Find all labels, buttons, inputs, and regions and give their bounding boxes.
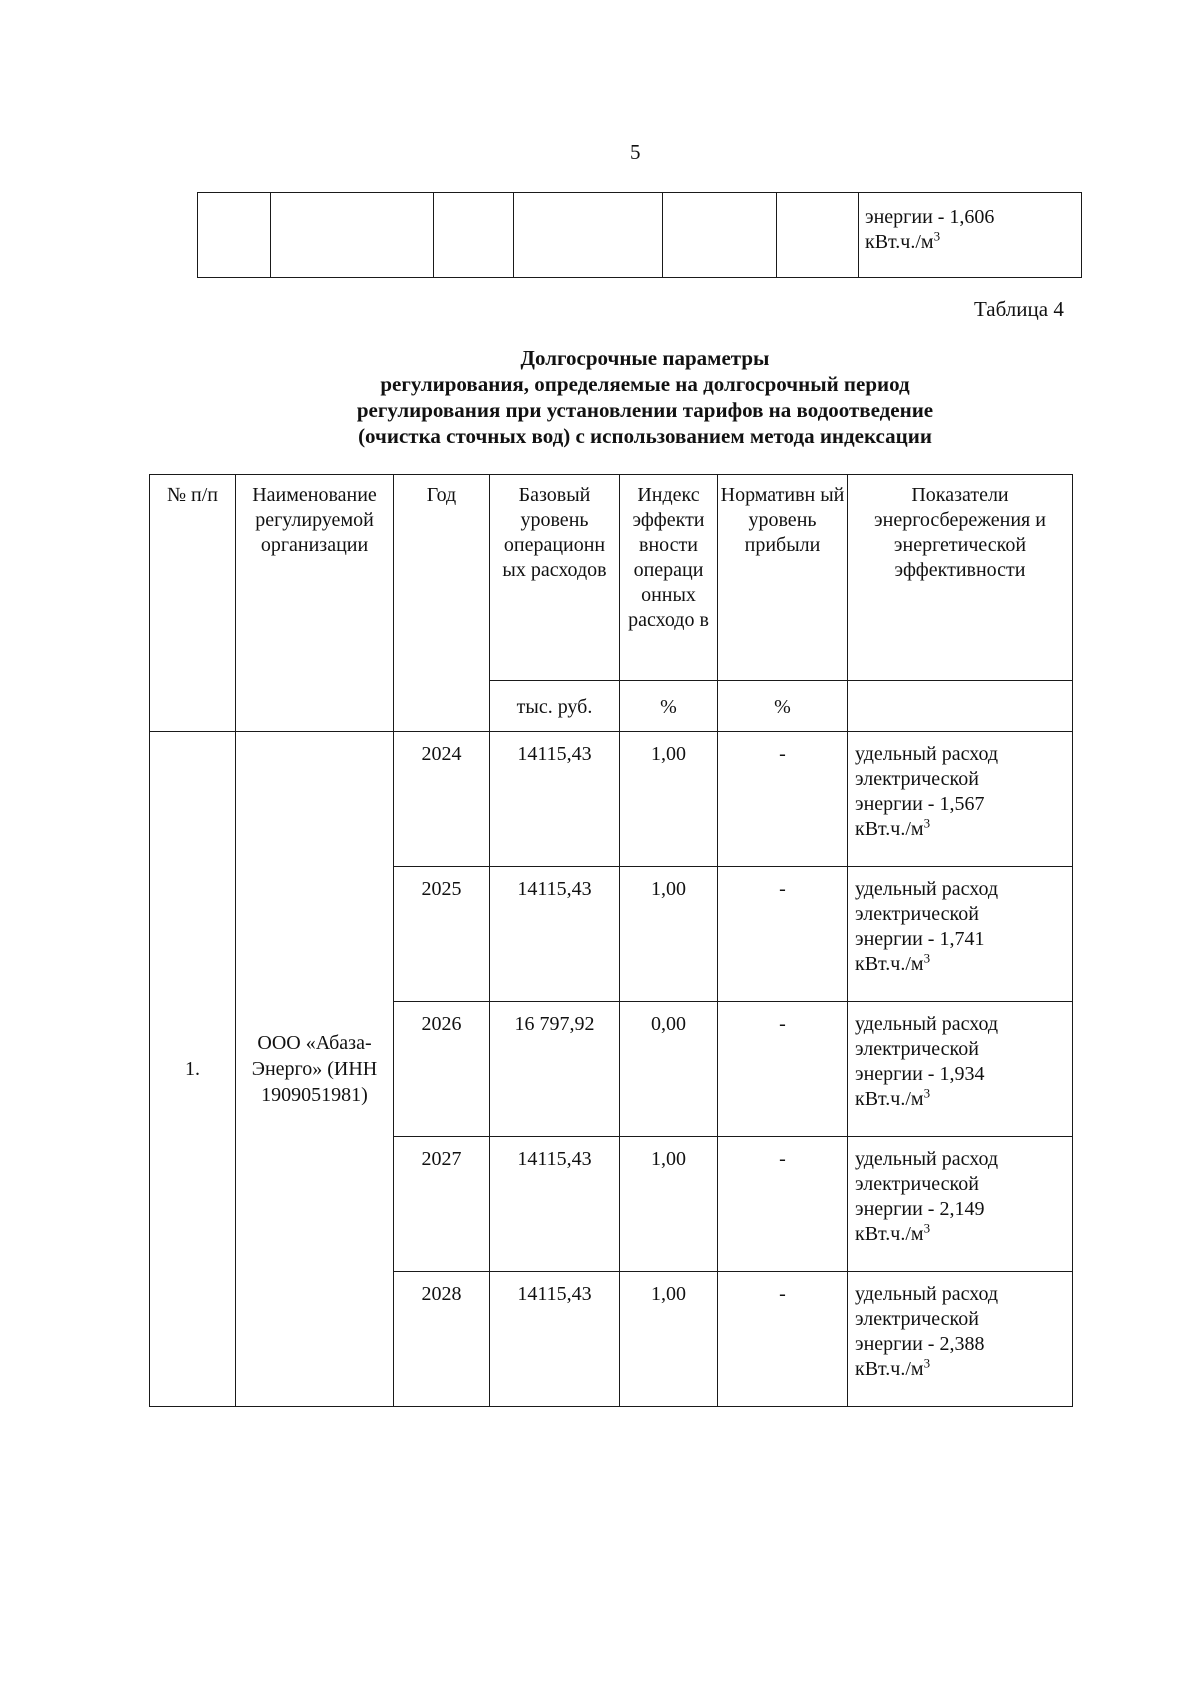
indicator-line: электрической bbox=[855, 1308, 979, 1330]
title-line: регулирования, определяемые на долгосрочный период bbox=[380, 372, 910, 396]
organization-name: ООО «Абаза-Энерго» (ИНН 1909051981) bbox=[236, 732, 394, 1407]
indicator-line: электрической bbox=[855, 768, 979, 790]
unit-superscript: 3 bbox=[923, 950, 931, 966]
continuation-table bbox=[197, 192, 1082, 278]
base-cell: 14115,43 bbox=[490, 1272, 620, 1407]
unit-superscript: 3 bbox=[923, 1220, 931, 1236]
profit-cell: - bbox=[718, 867, 848, 1002]
index-cell: 1,00 bbox=[620, 732, 718, 867]
unit-superscript: 3 bbox=[923, 1085, 931, 1101]
header-year: Год bbox=[394, 475, 490, 732]
table-caption: Таблица 4 bbox=[974, 297, 1064, 321]
table-row bbox=[150, 732, 1073, 867]
indicator-value: 2,388 bbox=[939, 1333, 985, 1355]
base-cell: 16 797,92 bbox=[490, 1002, 620, 1137]
header-energy-indicators: Показатели энергосбережения и энергетической эффективности bbox=[848, 475, 1073, 681]
row-number: 1. bbox=[150, 732, 236, 1407]
table-cell bbox=[434, 193, 514, 278]
indicator-line: электрической bbox=[855, 1038, 979, 1060]
indicator-line: удельный расход bbox=[855, 1013, 999, 1035]
unit-index: % bbox=[620, 681, 718, 732]
header-profit-level: Нормативн ый уровень прибыли bbox=[718, 475, 848, 681]
unit-text: кВт.ч./м bbox=[855, 953, 924, 975]
year-cell: 2027 bbox=[394, 1137, 490, 1272]
indicator-line: удельный расход bbox=[855, 1283, 999, 1305]
profit-cell: - bbox=[718, 1137, 848, 1272]
energy-indicator-cell bbox=[848, 1272, 1073, 1407]
table-cell bbox=[271, 193, 434, 278]
year-cell: 2026 bbox=[394, 1002, 490, 1137]
document-title bbox=[160, 345, 1130, 449]
indicator-line: удельный расход bbox=[855, 1148, 999, 1170]
energy-indicator-cell bbox=[848, 1002, 1073, 1137]
index-cell: 1,00 bbox=[620, 1272, 718, 1407]
index-cell: 1,00 bbox=[620, 1137, 718, 1272]
unit-energy bbox=[848, 681, 1073, 732]
indicator-line: электрической bbox=[855, 1173, 979, 1195]
indicator-line: электрической bbox=[855, 903, 979, 925]
energy-indicator-cell bbox=[848, 732, 1073, 867]
table-cell bbox=[777, 193, 859, 278]
header-organization: Наименование регулируемой организации bbox=[236, 475, 394, 732]
page-number: 5 bbox=[630, 140, 641, 164]
title-line: регулирования при установлении тарифов на водоотведение bbox=[356, 398, 934, 422]
indicator-prefix: энергии - bbox=[855, 928, 940, 950]
title-line: Долгосрочные параметры bbox=[520, 346, 770, 370]
unit-text: кВт.ч./м bbox=[855, 1088, 924, 1110]
unit-superscript: 3 bbox=[923, 815, 931, 831]
index-cell: 1,00 bbox=[620, 867, 718, 1002]
profit-cell: - bbox=[718, 1002, 848, 1137]
table-cell bbox=[514, 193, 663, 278]
unit-text: кВт.ч./м bbox=[855, 1358, 924, 1380]
indicator-line: удельный расход bbox=[855, 743, 999, 765]
indicator-prefix: энергии - bbox=[855, 1198, 940, 1220]
unit-text: кВт.ч./м bbox=[855, 1223, 924, 1245]
indicator-value: 2,149 bbox=[939, 1198, 985, 1220]
indicator-prefix: энергии - bbox=[855, 1063, 940, 1085]
energy-indicator-cell bbox=[859, 193, 1082, 278]
energy-indicator-cell bbox=[848, 867, 1073, 1002]
unit-superscript: 3 bbox=[933, 228, 941, 244]
header-efficiency-index: Индекс эффекти вности операци онных расходо в bbox=[620, 475, 718, 681]
unit-superscript: 3 bbox=[923, 1355, 931, 1371]
continuation-row bbox=[198, 193, 1082, 278]
profit-cell: - bbox=[718, 732, 848, 867]
unit-text: кВт.ч./м bbox=[855, 818, 924, 840]
title-line: (очистка сточных вод) с использованием метода индексации bbox=[358, 424, 932, 448]
year-cell: 2025 bbox=[394, 867, 490, 1002]
energy-indicator-cell bbox=[848, 1137, 1073, 1272]
index-cell: 0,00 bbox=[620, 1002, 718, 1137]
header-row bbox=[150, 475, 1073, 681]
indicator-value: 1,567 bbox=[939, 793, 985, 815]
year-cell: 2024 bbox=[394, 732, 490, 867]
table-cell bbox=[663, 193, 777, 278]
parameters-table bbox=[149, 474, 1073, 1407]
table-cell bbox=[198, 193, 271, 278]
header-number: № п/п bbox=[150, 475, 236, 732]
profit-cell: - bbox=[718, 1272, 848, 1407]
base-cell: 14115,43 bbox=[490, 1137, 620, 1272]
header-base-level: Базовый уровень операционн ых расходов bbox=[490, 475, 620, 681]
indicator-line: удельный расход bbox=[855, 878, 999, 900]
unit-text: кВт.ч./м bbox=[865, 231, 934, 253]
base-cell: 14115,43 bbox=[490, 867, 620, 1002]
year-cell: 2028 bbox=[394, 1272, 490, 1407]
indicator-prefix: энергии - bbox=[855, 1333, 940, 1355]
base-cell: 14115,43 bbox=[490, 732, 620, 867]
unit-profit: % bbox=[718, 681, 848, 732]
indicator-prefix: энергии - bbox=[855, 793, 940, 815]
indicator-value: 1,741 bbox=[939, 928, 985, 950]
energy-indicator-line: энергии - 1,606 bbox=[865, 206, 995, 228]
indicator-value: 1,934 bbox=[939, 1063, 985, 1085]
unit-base: тыс. руб. bbox=[490, 681, 620, 732]
